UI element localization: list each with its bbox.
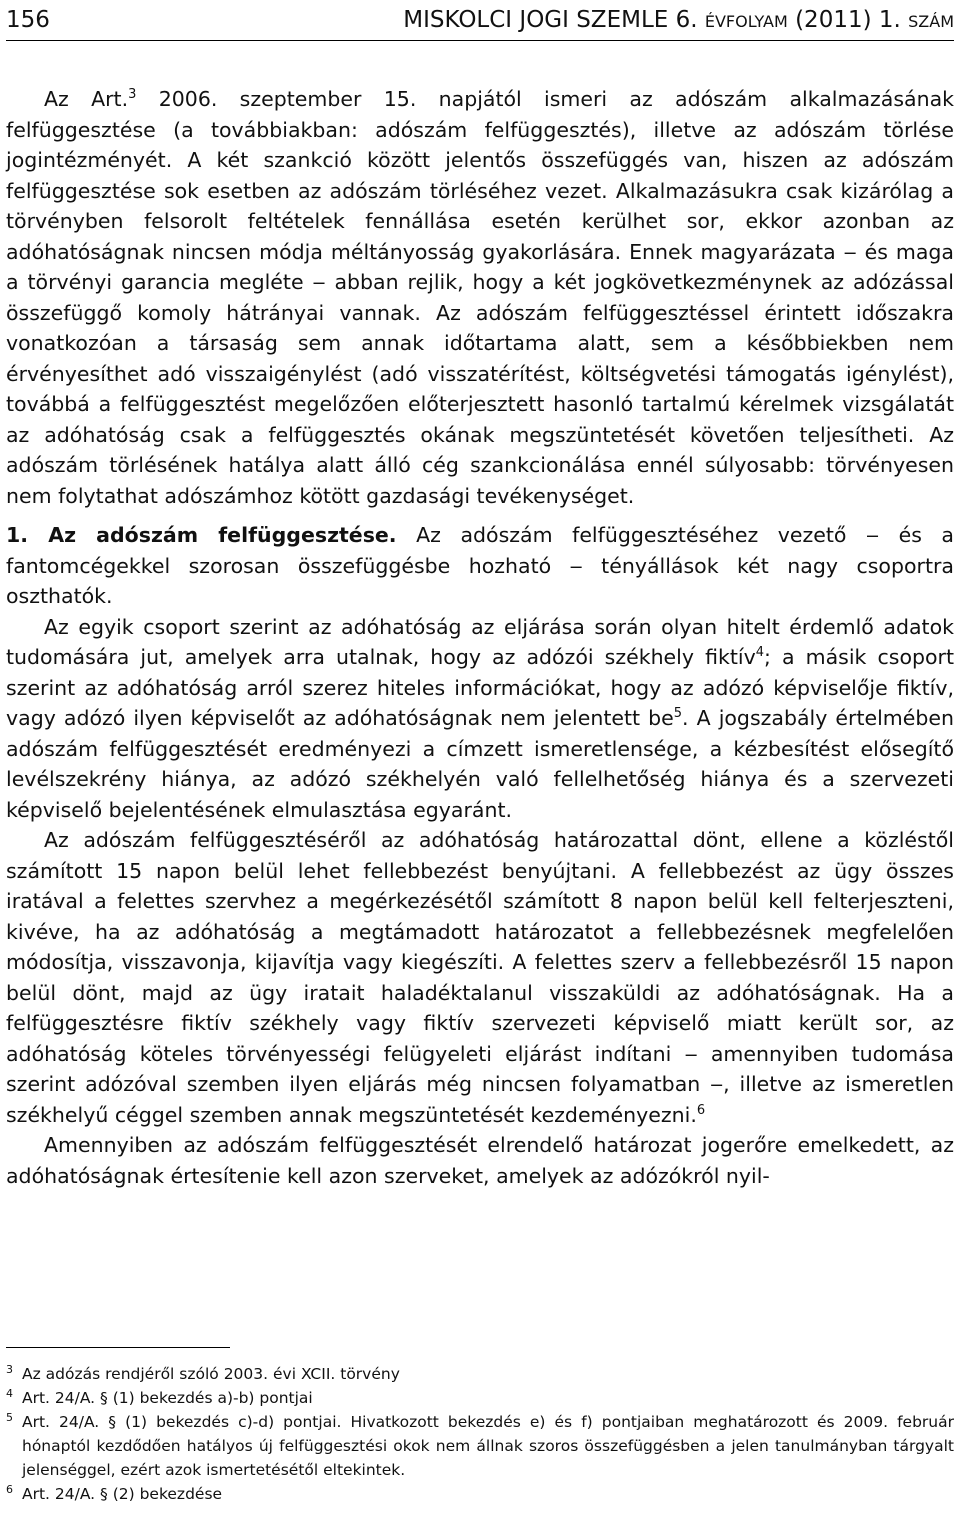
footnote-number: 4	[6, 1387, 13, 1400]
footnote-ref-4[interactable]: 4	[755, 645, 765, 661]
journal-title: MISKOLCI JOGI SZEMLE 6. évfolyam (2011) 1. szám	[403, 7, 954, 33]
paragraph-2	[6, 520, 954, 612]
footnote-4	[6, 1386, 954, 1410]
footnote-text: Az adózás rendjéről szóló 2003. évi XCII. törvény	[22, 1365, 400, 1383]
footnote-number: 3	[6, 1363, 13, 1376]
footnote-ref-5[interactable]: 5	[673, 706, 683, 722]
footnote-ref-6[interactable]: 6	[696, 1102, 706, 1118]
footnote-5	[6, 1410, 954, 1482]
footnote-text: Art. 24/A. § (1) bekezdés a)-b) pontjai	[22, 1389, 313, 1407]
page-header	[6, 2, 954, 41]
paragraph-4-text: Az adószám felfüggesztéséről az adóhatóság határozattal dönt, ellene a közléstől számított 15 napon belül lehet fellebbezést benyújtani. A fellebbezést az ügy összes iratával a felettes szervhez a megérkezésétől számított 8 napon belül kell felterjeszteni, kivéve, ha az adóhatóság a megtámadott határozatot a fellebbezésnek megfelelően módosítja, visszavonja, kijavítja vagy kiegészíti. A felettes szerv a fellebbezésről 15 napon belül dönt, majd az ügy iratait haladéktalanul visszaküldi az adóhatóságnak. Ha a felfüggesztésre fiktív székhely vagy fiktív szervezeti képviselő miatt került sor, az adóhatóság köteles törvényességi felügyeleti eljárást indítani ‒ amennyiben tudomása szerint adózóval szemben ilyen eljárás még nincsen folyamatban ‒, illetve az ismeretlen székhelyű céggel szemben annak megszüntetését kezdeményezni.	[6, 828, 954, 1127]
paragraph-1	[6, 84, 954, 511]
paragraph-5-text: Amennyiben az adószám felfüggesztését elrendelő határozat jogerőre emelkedett, az adóhatóságnak értesítenie kell azon szerveket, amelyek az adózókról nyil-	[6, 1133, 954, 1188]
footnotes	[6, 1362, 954, 1506]
footnote-3	[6, 1362, 954, 1386]
paragraph-5	[6, 1130, 954, 1191]
footnote-divider	[6, 1347, 230, 1348]
page-number: 156	[6, 7, 50, 33]
paragraph-3-text-c: . A jogszabály értelmében adószám felfüggesztését eredményezi a címzett ismeretlensége, a kézbesítést elősegítő levélszekrény hiánya, az adózó székhelyén való fellelhetőség hiánya és a szervezeti képviselő bejelentésének elmulasztása egyaránt.	[6, 706, 954, 822]
footnote-text: Art. 24/A. § (2) bekezdése	[22, 1485, 223, 1503]
paragraph-1-text-b: 2006. szeptember 15. napjától ismeri az adószám alkalmazásának felfüggesztése (a továbbiakban: adószám felfüggesztés), illetve az adószám törlése jogintézményét. A két szankció között jelentős összefüggés van, hiszen az adószám felfüggesztése sok esetben az adószám törléséhez vezet. Alkalmazásukra csak kizárólag a törvényben felsorolt feltételek fennállása esetén kerülhet sor, ekkor azonban az adóhatóságnak nincsen módja méltányosság gyakorlására. Ennek magyarázata ‒ és maga a törvényi garancia megléte ‒ abban rejlik, hogy a két jogkövetkezménynek az adózással összefüggő komoly hátrányai vannak. Az adószám felfüggesztéssel érintett időszakra vonatkozóan a társaság sem annak időtartama alatt, sem a későbbiekben nem érvényesíthet adó visszaigénylést (adó visszatérítést, költségvetési támogatás igénylést), továbbá a felfüggesztést megelőzően előterjesztett hasonló tartalmú kérelmek vizsgálatát az adóhatóság csak a felfüggesztés okának megszüntetését követően teljesítheti. Az adószám törlésének hatálya alatt álló cég szankcionálása ennél súlyosabb: törvényesen nem folytathat adószámhoz kötött gazdasági tevékenységet.	[6, 87, 955, 508]
paragraph-4	[6, 825, 954, 1130]
footnote-number: 6	[6, 1483, 13, 1496]
footnote-number: 5	[6, 1411, 13, 1424]
paragraph-2-text: Az adószám felfüggesztéséhez vezető ‒ és a fantomcégekkel szorosan összefüggésbe hozható ‒ tényállások két nagy csoportra oszthatók.	[6, 523, 954, 608]
footnote-6	[6, 1482, 954, 1506]
paragraph-3-text-b: ; a másik csoport szerint az adóhatóság arról szerez hiteles információkat, hogy az adózó képviselője fiktív, vagy adózó ilyen képviselőt az adóhatóságnak nem jelentett be	[6, 645, 955, 730]
paragraph-1-text-a: Az Art.	[44, 87, 129, 111]
article-body	[6, 84, 954, 1191]
paragraph-3	[6, 612, 954, 826]
footnote-text: Art. 24/A. § (1) bekezdés c)-d) pontjai. Hivatkozott bekezdés e) és f) pontjaiban meghatározott és 2009. február hónaptól kezdődően hatályos új felfüggesztési okok nem állnak szoros összefüggésben a jelen tanulmányban tárgyalt jelenséggel, ezért azok ismertetésétől eltekintek.	[22, 1413, 954, 1479]
paragraph-3-text-a: Az egyik csoport szerint az adóhatóság az eljárása során olyan hitelt érdemlő adatok tudomására jut, amelyek arra utalnak, hogy az adózói székhely fiktív	[6, 614, 954, 669]
footnote-ref-3[interactable]: 3	[128, 87, 137, 103]
section-heading: 1. Az adószám felfüggesztése.	[6, 523, 397, 547]
